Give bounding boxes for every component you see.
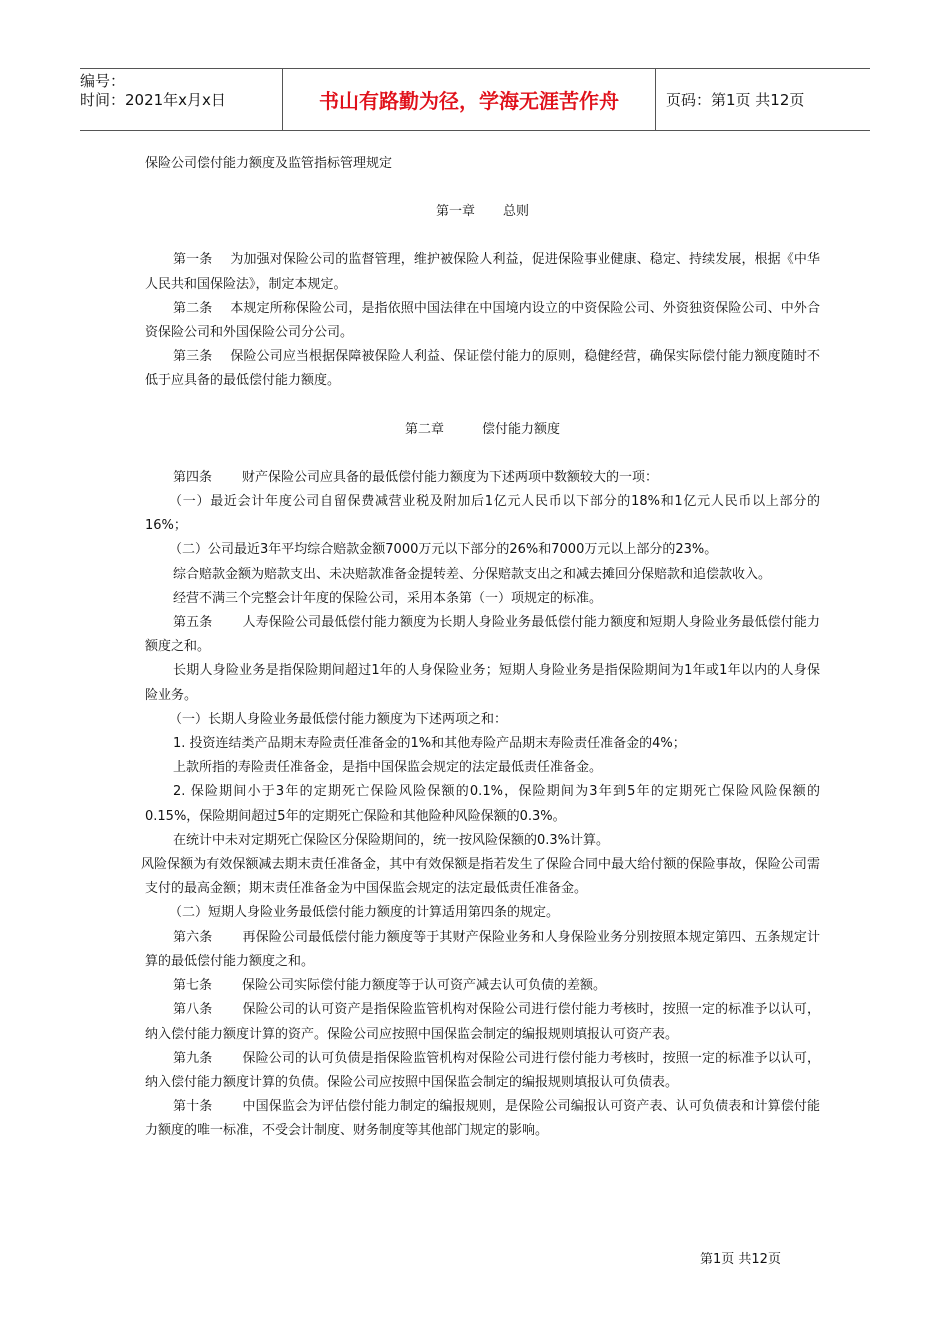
article-text: 保险公司的认可负债是指保险监管机构对保险公司进行偿付能力考核时，按照一定的标准予以认可，纳入偿付能力额度计算的负债。保险公司应按照中国保监会制定的编报规则填报认可负债表。 — [145, 1050, 820, 1090]
article-text: 保险公司实际偿付能力额度等于认可资产减去认可负债的差额。 — [242, 978, 607, 994]
article-number: 第五条 — [173, 615, 213, 631]
article-number: 第九条 — [173, 1050, 213, 1066]
document-title: 保险公司偿付能力额度及监管指标管理规定 — [145, 156, 393, 171]
article-number: 第四条 — [173, 469, 213, 485]
article-number: 第十条 — [173, 1099, 213, 1115]
chapter-heading-1 — [145, 200, 820, 224]
article-text: 人寿保险公司最低偿付能力额度为长期人身险业务最低偿付能力额度和短期人身险业务最低偿付能力额度之和。 — [145, 615, 820, 655]
article-number: 第六条 — [173, 929, 213, 945]
article-text: 保险公司应当根据保障被保险人利益、保证偿付能力的原则，稳健经营，确保实际偿付能力额度随时不低于应具备的最低偿付能力额度。 — [145, 349, 820, 389]
article-5-item-1: （一）长期人身险业务最低偿付能力额度为下述两项之和： — [169, 711, 508, 727]
article-text: 本规定所称保险公司，是指依照中国法律在中国境内设立的中资保险公司、外资独资保险公司、中外合资保险公司和外国保险公司分公司。 — [145, 300, 820, 341]
article-10 — [145, 1095, 820, 1143]
article-5-item-1-2: 2. 保险期间小于3年的定期死亡保险风险保额的0.1%，保险期间为3年到5年的定期死亡保险风险保额的0.15%，保险期间超过5年的定期死亡保险和其他险种风险保额的0.3%。 — [145, 784, 820, 824]
article-4-note-2: 经营不满三个完整会计年度的保险公司，采用本条第（一）项规定的标准。 — [173, 590, 603, 606]
risk-amount-definition: 风险保额为有效保额减去期末责任准备金，其中有效保额是指若发生了保险合同中最大给付额的保险事故，保险公司需支付的最高金额；期末责任准备金为中国保监会规定的法定最低责任准备金。 — [141, 857, 820, 897]
article-5-item-1-2-note: 在统计中未对定期死亡保险区分保险期间的，统一按风险保额的0.3%计算。 — [173, 832, 610, 848]
chapter-name: 偿付能力额度 — [482, 421, 561, 437]
header-motto: 书山有路勤为径，学海无涯苦作舟 — [282, 69, 656, 130]
article-number: 第二条 — [173, 300, 213, 316]
header-meta — [80, 69, 282, 133]
time-label: 时间：2021年x月x日 — [80, 91, 226, 109]
article-number: 第七条 — [173, 978, 213, 994]
article-number: 第一条 — [173, 252, 213, 268]
article-5-item-1-1: 1. 投资连结类产品期末寿险责任准备金的1%和其他寿险产品期末寿险责任准备金的4%； — [173, 736, 686, 752]
article-5-item-2: （二）短期人身险业务最低偿付能力额度的计算适用第四条的规定。 — [169, 905, 560, 921]
article-8 — [145, 998, 820, 1046]
article-6 — [145, 926, 820, 974]
article-5-paragraph-1: 长期人身险业务是指保险期间超过1年的人身保险业务；短期人身险业务是指保险期间为1年或1年以内的人身保险业务。 — [145, 663, 820, 703]
article-text: 保险公司的认可资产是指保险监管机构对保险公司进行偿付能力考核时，按照一定的标准予以认可，纳入偿付能力额度计算的资产。保险公司应按照中国保监会制定的编报规则填报认可资产表。 — [145, 1002, 820, 1042]
article-9 — [145, 1047, 820, 1095]
document-body — [141, 152, 820, 1144]
article-2 — [145, 297, 820, 345]
article-number: 第三条 — [173, 349, 213, 365]
chapter-heading-2 — [145, 418, 820, 442]
chapter-number: 第一章 — [435, 204, 475, 220]
article-4-item-2: （二）公司最近3年平均综合赔款金额7000万元以下部分的26%和7000万元以上部分的23%。 — [169, 542, 718, 558]
article-text: 中国保监会为评估偿付能力制定的编报规则，是保险公司编报认可资产表、认可负债表和计算偿付能力额度的唯一标准，不受会计制度、财务制度等其他部门规定的影响。 — [145, 1099, 820, 1139]
header-page-info: 页码：第1页 共12页 — [666, 91, 805, 109]
chapter-name: 总则 — [503, 204, 530, 220]
article-text: 财产保险公司应具备的最低偿付能力额度为下述两项中数额较大的一项： — [242, 469, 659, 485]
article-4-note-1: 综合赔款金额为赔款支出、未决赔款准备金提转差、分保赔款支出之和减去摊回分保赔款和追偿款收入。 — [173, 566, 772, 582]
page-footer: 第1页 共12页 — [700, 1252, 781, 1267]
chapter-number: 第二章 — [404, 421, 444, 437]
article-5 — [145, 611, 820, 659]
article-number: 第八条 — [173, 1002, 213, 1018]
article-5-item-1-1-note: 上款所指的寿险责任准备金，是指中国保监会规定的法定最低责任准备金。 — [173, 760, 603, 776]
article-text: 再保险公司最低偿付能力额度等于其财产保险业务和人身保险业务分别按照本规定第四、五条规定计算的最低偿付能力额度之和。 — [145, 929, 820, 969]
article-text: 为加强对保险公司的监督管理，维护被保险人利益，促进保险事业健康、稳定、持续发展，根据《中华人民共和国保险法》，制定本规定。 — [145, 252, 820, 292]
article-7 — [145, 974, 820, 998]
page-header — [80, 68, 870, 131]
number-label: 编号： — [80, 72, 126, 90]
article-4 — [145, 466, 820, 490]
article-3 — [145, 345, 820, 393]
article-4-item-1: （一）最近会计年度公司自留保费减营业税及附加后1亿元人民币以下部分的18%和1亿元人民币以上部分的16%； — [145, 494, 820, 534]
article-1 — [145, 248, 820, 296]
